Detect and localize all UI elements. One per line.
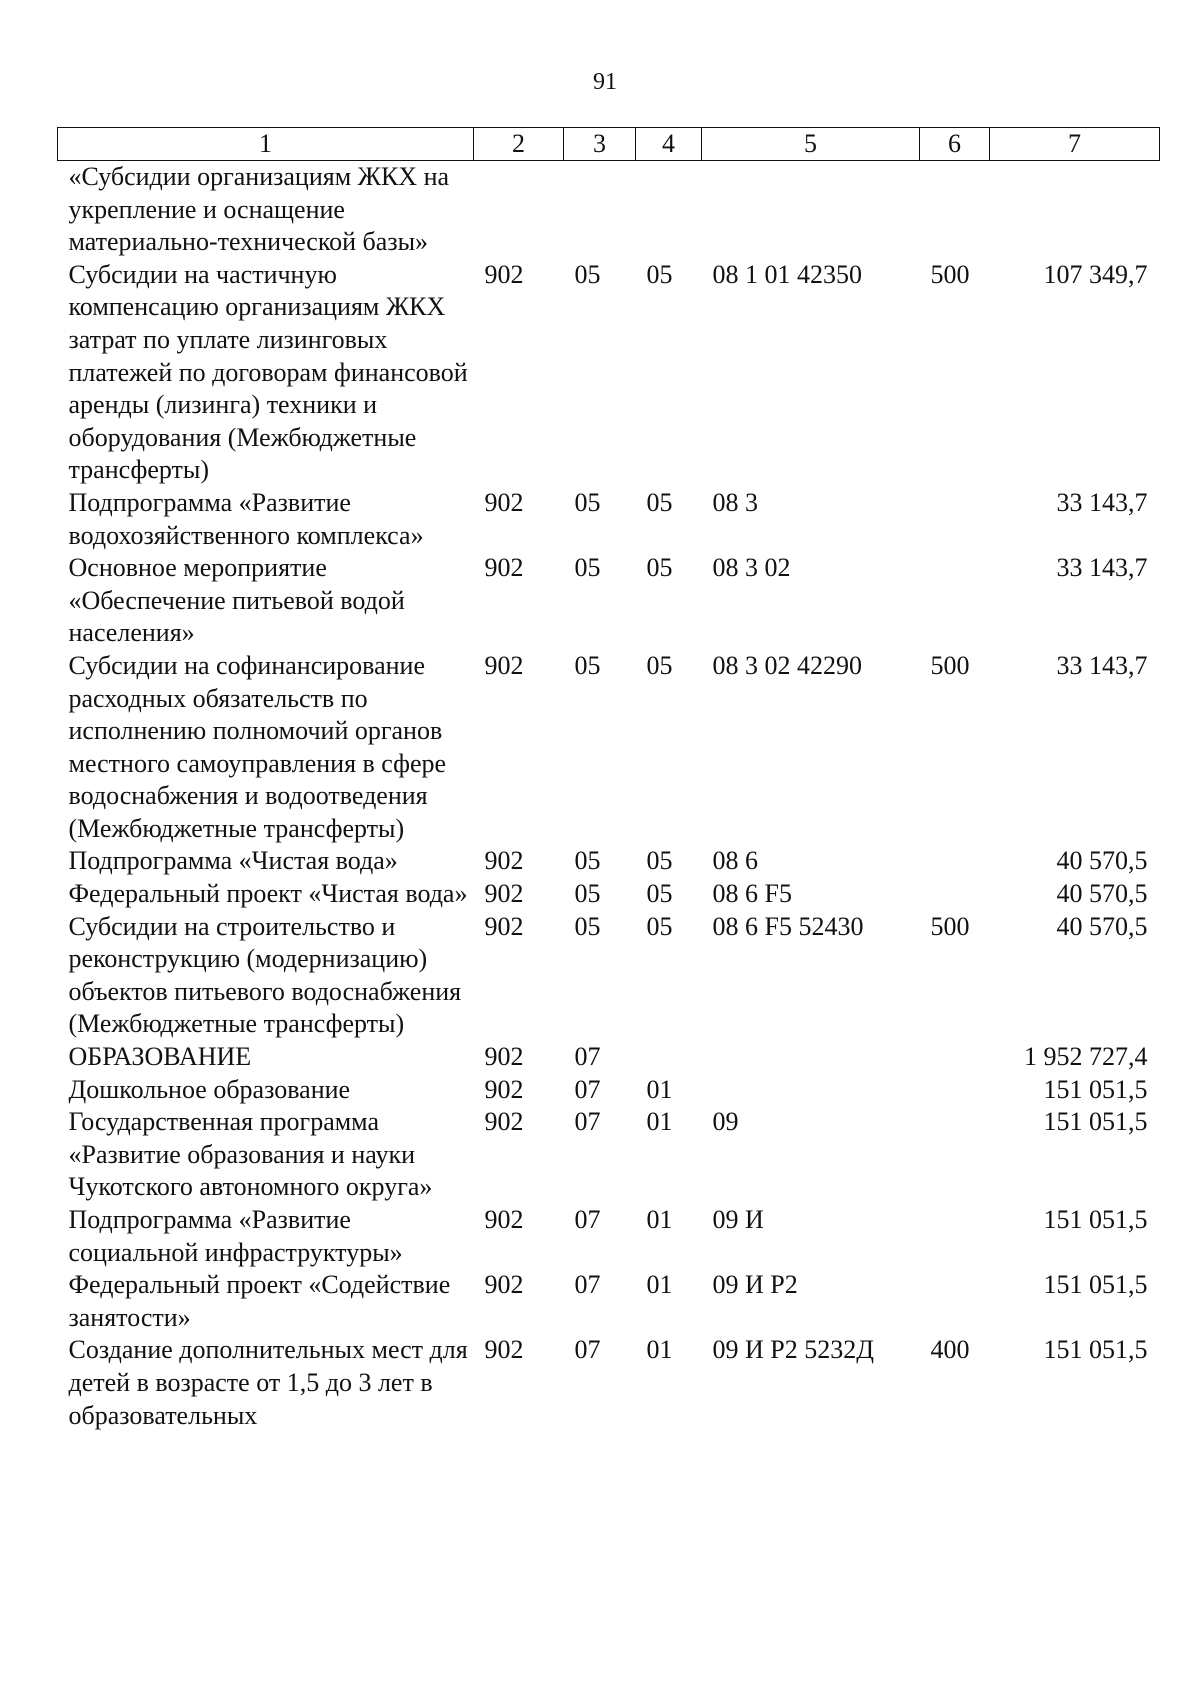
header-col-sum: 7 — [990, 128, 1160, 161]
cell-name: Субсидии на частичную компенсацию организациям ЖКХ затрат по уплате лизинговых платежей по договорам финансовой аренды (лизинга) техники и оборудования (Межбюджетные трансферты) — [68, 259, 468, 485]
page-number: 91 — [593, 69, 617, 95]
cell-pr: 01 — [646, 1270, 673, 1300]
cell-gr: 902 — [484, 487, 524, 517]
cell-gr: 902 — [484, 650, 524, 680]
cell-vr — [920, 1204, 990, 1269]
cell-vr — [920, 845, 990, 878]
table-row — [58, 1074, 1160, 1107]
header-col-csr: 5 — [702, 128, 920, 161]
cell-gr: 902 — [484, 1074, 524, 1104]
cell-csr: 08 3 — [712, 487, 758, 517]
header-col-rz: 3 — [564, 128, 636, 161]
cell-csr: 08 3 02 42290 — [712, 650, 862, 680]
cell-csr: 08 6 F5 — [712, 879, 792, 909]
cell-name: Подпрограмма «Развитие социальной инфраструктуры» — [68, 1205, 403, 1267]
cell-name: Подпрограмма «Развитие водохозяйственного комплекса» — [68, 487, 424, 550]
cell-rz: 05 — [574, 911, 601, 941]
cell-pr: 01 — [646, 1205, 673, 1234]
cell-pr: 05 — [646, 259, 673, 289]
cell-name: Государственная программа «Развитие образования и науки Чукотского автономного округа» — [68, 1107, 433, 1202]
cell-rz: 05 — [574, 259, 601, 289]
cell-gr: 902 — [484, 846, 524, 876]
cell-gr: 902 — [484, 1042, 524, 1072]
cell-sum: 33 143,7 — [1056, 650, 1148, 680]
cell-gr: 902 — [484, 1107, 524, 1137]
cell-name: Дошкольное образование — [68, 1074, 351, 1104]
cell-pr — [636, 1041, 702, 1074]
cell-sum: 151 051,5 — [1043, 1270, 1148, 1300]
cell-sum: 151 051,5 — [1043, 1335, 1148, 1365]
table-row — [58, 650, 1160, 846]
cell-rz: 05 — [574, 553, 601, 583]
table-row — [58, 1204, 1160, 1269]
cell-name: Федеральный проект «Чистая вода» — [68, 879, 468, 909]
cell-rz: 07 — [574, 1042, 601, 1072]
cell-csr — [702, 1074, 920, 1107]
header-col-name: 1 — [58, 128, 474, 161]
cell-sum: 33 143,7 — [1056, 487, 1148, 517]
cell-pr: 05 — [646, 487, 673, 517]
cell-vr — [920, 1106, 990, 1204]
table-row — [58, 259, 1160, 487]
cell-rz: 05 — [574, 650, 601, 680]
cell-csr: 09 И P2 5232Д — [712, 1335, 874, 1365]
table-row — [58, 1269, 1160, 1334]
cell-vr: 500 — [930, 650, 970, 680]
cell-vr: 500 — [930, 259, 970, 289]
cell-sum: 40 570,5 — [1056, 911, 1148, 941]
cell-vr — [920, 552, 990, 650]
table-body — [58, 161, 1160, 1433]
cell-pr: 01 — [646, 1335, 673, 1365]
cell-pr: 05 — [646, 650, 673, 680]
cell-name: ОБРАЗОВАНИЕ — [68, 1042, 252, 1072]
cell-pr: 05 — [646, 911, 673, 941]
table-row — [58, 1106, 1160, 1204]
cell-sum: 33 143,7 — [1056, 553, 1148, 583]
table-row — [58, 552, 1160, 650]
table-header-row — [58, 128, 1160, 161]
cell-gr: 902 — [484, 1205, 524, 1234]
cell-sum: 1 952 727,4 — [1024, 1042, 1148, 1072]
table-row — [58, 1041, 1160, 1074]
cell-csr: 09 — [712, 1107, 739, 1137]
cell-rz: 07 — [574, 1270, 601, 1300]
cell-name: Подпрограмма «Чистая вода» — [68, 846, 398, 876]
header-col-gr: 2 — [474, 128, 564, 161]
cell-name: Федеральный проект «Содействие занятости» — [68, 1270, 451, 1332]
cell-gr: 902 — [484, 911, 524, 941]
cell-vr — [920, 1074, 990, 1107]
cell-rz: 05 — [574, 846, 601, 876]
cell-rz: 05 — [574, 879, 601, 909]
cell-pr: 05 — [646, 846, 673, 876]
table-row — [58, 845, 1160, 878]
cell-vr — [920, 1041, 990, 1074]
cell-pr: 05 — [646, 879, 673, 909]
cell-vr — [920, 487, 990, 552]
cell-csr: 09 И — [712, 1205, 764, 1234]
table-row — [58, 1334, 1160, 1432]
cell-name: Основное мероприятие «Обеспечение питьевой водой населения» — [68, 553, 405, 648]
cell-gr: 902 — [484, 553, 524, 583]
cell-csr — [702, 1041, 920, 1074]
cell-rz: 07 — [574, 1205, 601, 1234]
cell-gr: 902 — [484, 259, 524, 289]
cell-name: Субсидии на софинансирование расходных обязательств по исполнению полномочий органов местного самоуправления в сфере водоснабжения и водоотведения (Межбюджетные трансферты) — [68, 650, 447, 843]
cell-gr: 902 — [484, 1270, 524, 1300]
cell-sum: 151 051,5 — [1043, 1205, 1148, 1234]
cell-gr — [474, 161, 564, 259]
cell-rz: 05 — [574, 487, 601, 517]
table-row — [58, 161, 1160, 259]
cell-vr — [920, 161, 990, 259]
cell-sum: 151 051,5 — [1043, 1107, 1148, 1137]
cell-sum — [990, 161, 1160, 259]
cell-rz: 07 — [574, 1074, 601, 1104]
cell-name: Субсидии на строительство и реконструкцию (модернизацию) объектов питьевого водоснабжения (Межбюджетные трансферты) — [68, 911, 462, 1039]
cell-gr: 902 — [484, 1335, 524, 1365]
cell-name: «Субсидии организациям ЖКХ на укрепление и оснащение материально-технической базы» — [68, 162, 450, 257]
cell-pr: 01 — [646, 1107, 673, 1137]
cell-pr: 01 — [646, 1074, 673, 1104]
cell-gr: 902 — [484, 879, 524, 909]
cell-vr — [920, 878, 990, 911]
cell-name: Создание дополнительных мест для детей в возрасте от 1,5 до 3 лет в образовательных — [68, 1335, 468, 1430]
cell-sum: 40 570,5 — [1056, 846, 1148, 876]
cell-vr — [920, 1269, 990, 1334]
cell-pr: 05 — [646, 553, 673, 583]
cell-pr — [636, 161, 702, 259]
header-col-vr: 6 — [920, 128, 990, 161]
cell-csr: 08 1 01 42350 — [712, 259, 862, 289]
budget-table — [57, 127, 1160, 1432]
cell-vr: 400 — [930, 1335, 970, 1365]
cell-sum: 107 349,7 — [1043, 259, 1148, 289]
cell-vr: 500 — [930, 911, 970, 941]
cell-csr — [702, 161, 920, 259]
cell-sum: 151 051,5 — [1043, 1074, 1148, 1104]
cell-rz: 07 — [574, 1107, 601, 1137]
header-col-pr: 4 — [636, 128, 702, 161]
cell-sum: 40 570,5 — [1056, 879, 1148, 909]
cell-csr: 08 3 02 — [712, 553, 791, 583]
table-row — [58, 878, 1160, 911]
cell-rz — [564, 161, 636, 259]
cell-csr: 08 6 F5 52430 — [712, 911, 864, 941]
cell-csr: 08 6 — [712, 846, 758, 876]
table-row — [58, 911, 1160, 1041]
cell-csr: 09 И P2 — [712, 1270, 798, 1300]
table-row — [58, 487, 1160, 552]
cell-rz: 07 — [574, 1335, 601, 1365]
